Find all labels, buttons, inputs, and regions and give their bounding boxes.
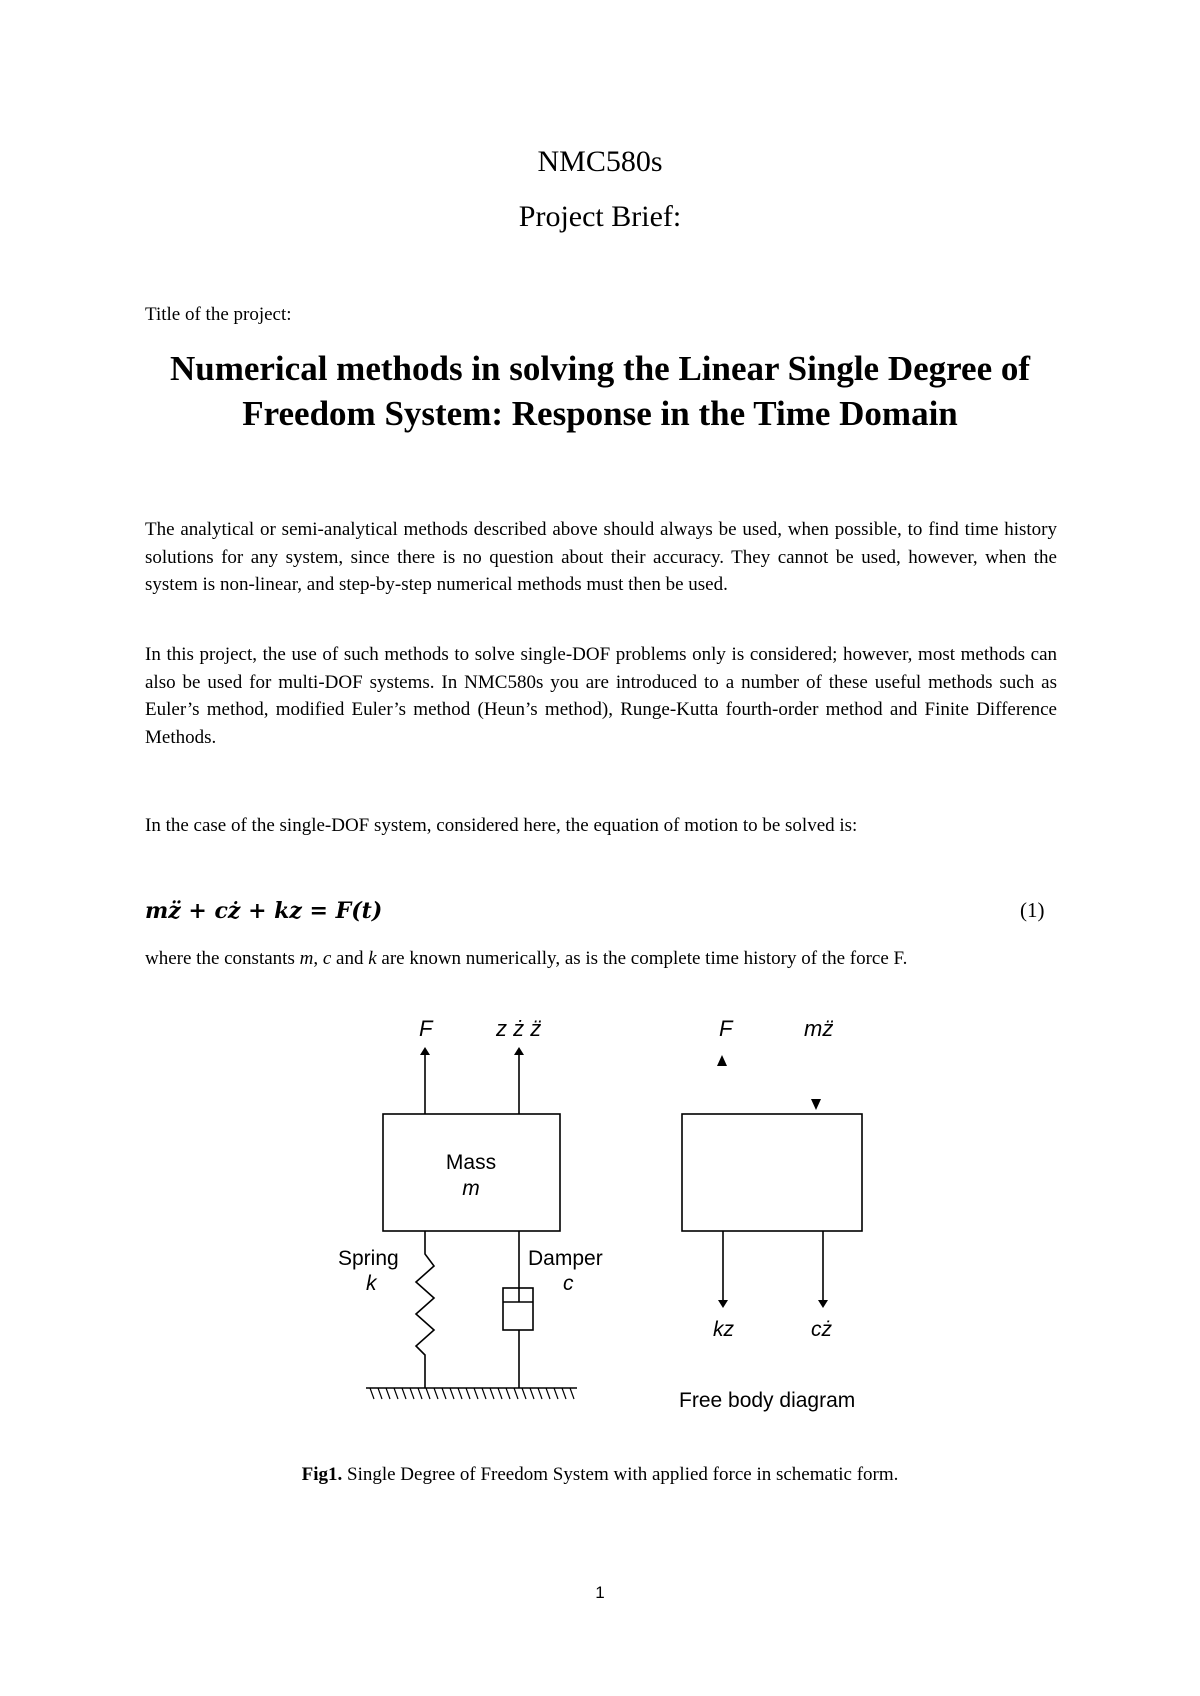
figure-caption-text: Single Degree of Freedom System with applied force in schematic form. xyxy=(342,1464,899,1485)
fbd-damper-force-label: cż xyxy=(811,1318,832,1341)
project-title-line-1: Numerical methods in solving the Linear Single Degree of xyxy=(169,349,1031,388)
page-number: 1 xyxy=(595,1583,605,1602)
where-prefix: where the constants xyxy=(145,948,300,969)
where-and: and xyxy=(331,948,369,969)
page-heading: Project Brief: xyxy=(518,200,682,233)
figure-caption xyxy=(0,1464,1200,1486)
free-body-diagram xyxy=(679,1016,862,1412)
title-label: Title of the project: xyxy=(145,304,292,325)
paragraph-equation-intro: In the case of the single-DOF system, considered here, the equation of motion to be solved is: xyxy=(145,815,858,836)
fbd-caption: Free body diagram xyxy=(679,1389,856,1412)
damper-symbol: c xyxy=(563,1272,574,1295)
equation-of-motion: mz̈ + cż + kz = F(t) xyxy=(145,898,383,924)
schematic xyxy=(338,1016,603,1399)
equation-number: (1) xyxy=(1020,898,1045,922)
symbol-c: c xyxy=(322,948,332,969)
symbol-m: m xyxy=(299,948,314,969)
figure-caption-label: Fig1. xyxy=(301,1464,343,1485)
force-label: F xyxy=(419,1016,433,1041)
fbd-mass-block xyxy=(682,1114,862,1231)
symbol-k: k xyxy=(368,948,377,969)
mass-label: Mass xyxy=(445,1151,497,1174)
paragraph-numerical-methods: In this project, the use of such methods to solve single-DOF problems only is considered; however, most methods can also be used for multi-DOF systems. In NMC580s you are introduced to a number of these useful methods such as Euler’s method, modified Euler’s method (Heun’s method), Runge-Kutta fourth-order method and Finite Difference Methods. xyxy=(145,644,1057,748)
fbd-inertia-label: mz̈ xyxy=(804,1016,834,1041)
where-suffix: are known numerically, as is the complete time history of the force F. xyxy=(376,948,908,969)
displacement-label: z ż z̈ xyxy=(496,1016,542,1041)
spring-label: Spring xyxy=(338,1247,399,1270)
fbd-inertia-arrowhead xyxy=(811,1099,821,1110)
paragraph-analytical-methods: The analytical or semi-analytical methods described above should always be used, when possible, to find time history solutions for any system, since there is no question about their accuracy. They cannot be used, however, when the system is non-linear, and step-by-step numerical methods must then be used. xyxy=(145,519,1057,595)
course-code: NMC580s xyxy=(537,145,663,178)
project-title-line-2: Freedom System: Response in the Time Domain xyxy=(242,394,958,433)
mass-symbol: m xyxy=(462,1177,480,1200)
spring xyxy=(416,1231,434,1388)
ground xyxy=(366,1388,577,1399)
where-sep: , xyxy=(313,948,323,969)
fbd-force-arrowhead xyxy=(717,1055,727,1066)
fbd-force-label: F xyxy=(719,1016,733,1041)
fbd-spring-force-label: kz xyxy=(713,1318,734,1341)
spring-symbol: k xyxy=(366,1272,377,1295)
damper-label: Damper xyxy=(528,1247,603,1270)
